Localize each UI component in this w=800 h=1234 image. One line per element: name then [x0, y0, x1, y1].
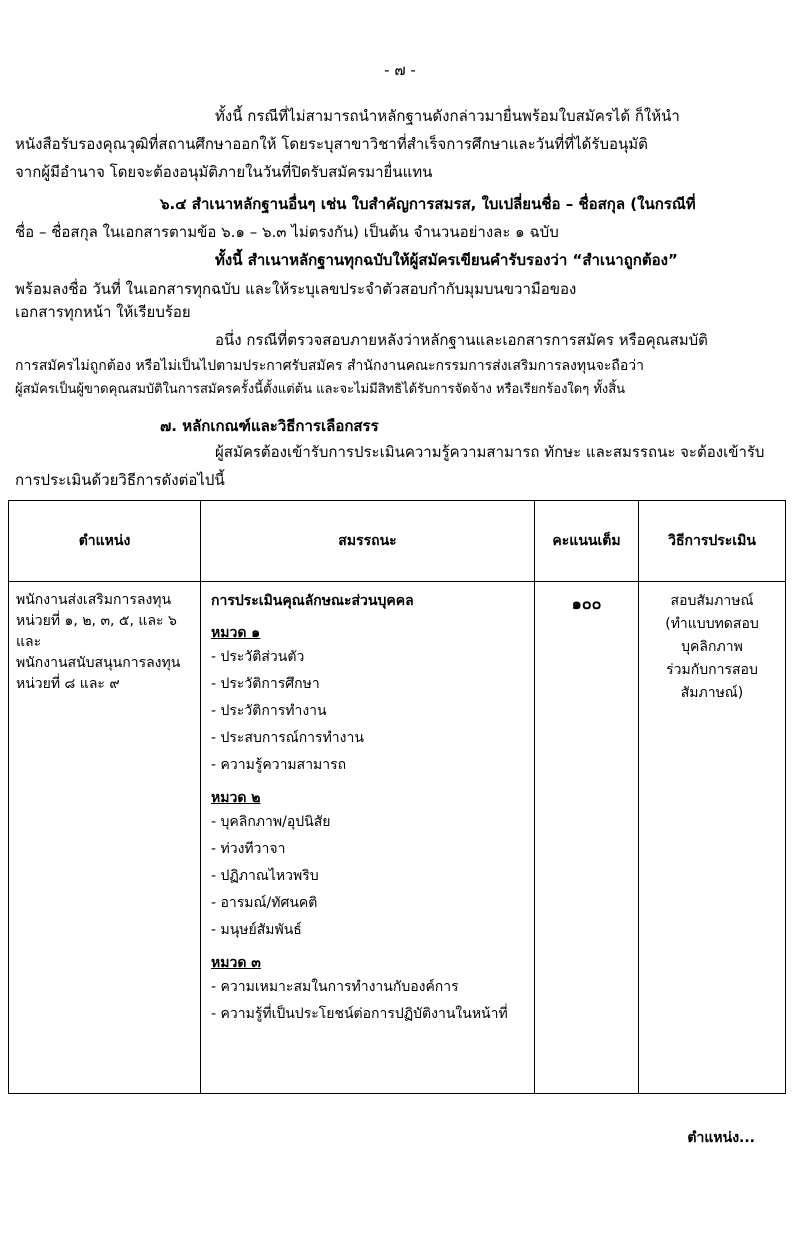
table-header-row: [9, 501, 786, 582]
table-row: [9, 582, 786, 1094]
position-line: หน่วยที่ ๘ และ ๙: [16, 676, 120, 692]
competency-item: - ความเหมาะสมในการทำงานกับองค์การ: [211, 979, 459, 995]
header-method: วิธีการประเมิน: [639, 501, 786, 582]
position-cell: [9, 582, 201, 1094]
paragraph-line: หนังสือรับรองคุณวุฒิที่สถานศึกษาออกให้ โดยระบุสาขาวิชาที่สำเร็จการศึกษาและวันที่ที่ได้รับอนุมัติ: [15, 135, 648, 153]
method-line: บุคลิกภาพ: [681, 639, 743, 655]
paragraph-line: เอกสารทุกหน้า ให้เรียบร้อย: [15, 303, 191, 321]
position-line: หน่วยที่ ๑, ๒, ๓, ๕, และ ๖: [16, 613, 177, 629]
method-line: (ทำแบบทดสอบ: [665, 616, 759, 632]
method-cell: [639, 582, 786, 1094]
header-position: ตำแหน่ง: [9, 501, 201, 582]
competency-item: - ประสบการณ์การทำงาน: [211, 730, 364, 746]
competency-item: - อารมณ์/ทัศนคติ: [211, 895, 318, 911]
method-line: ร่วมกับการสอบ: [666, 662, 758, 678]
continuation-marker: ตำแหน่ง...: [687, 1130, 755, 1146]
section-heading: ๗. หลักเกณฑ์และวิธีการเลือกสรร: [160, 417, 379, 435]
position-line: และ: [16, 634, 42, 650]
paragraph-line: ผู้สมัครเป็นผู้ขาดคุณสมบัติในการสมัครครั้งนี้ตั้งแต่ต้น และจะไม่มีสิทธิได้รับการจัดจ้าง หรือเรียกร้องใดๆ ทั้งสิ้น: [15, 382, 626, 397]
paragraph-line: พร้อมลงชื่อ วันที่ ในเอกสารทุกฉบับ และให้ระบุเลขประจำตัวสอบกำกับมุมบนขวามือของ: [15, 280, 577, 298]
group-title: หมวด ๑: [211, 625, 261, 641]
competency-item: - มนุษย์สัมพันธ์: [211, 922, 302, 938]
competency-item: - ประวัติการศึกษา: [211, 676, 320, 692]
group-title: หมวด ๒: [211, 790, 261, 806]
competency-title: การประเมินคุณลักษณะส่วนบุคคล: [211, 593, 414, 609]
method-line: สอบสัมภาษณ์: [670, 593, 754, 609]
section-intro: ผู้สมัครต้องเข้ารับการประเมินความรู้ความสามารถ ทักษะ และสมรรถนะ จะต้องเข้ารับ: [215, 443, 765, 461]
paragraph-line: ทั้งนี้ กรณีที่ไม่สามารถนำหลักฐานดังกล่าวมายื่นพร้อมใบสมัครได้ ก็ให้นำ: [215, 107, 680, 125]
section-intro: การประเมินด้วยวิธีการดังต่อไปนี้: [15, 471, 225, 489]
competency-item: - บุคลิกภาพ/อุปนิสัย: [211, 814, 331, 830]
paragraph-line: ทั้งนี้ สำเนาหลักฐานทุกฉบับให้ผู้สมัครเขียนคำรับรองว่า “สำเนาถูกต้อง”: [215, 251, 678, 269]
competency-item: - ท่วงทีวาจา: [211, 841, 286, 857]
paragraph-line: การสมัครไม่ถูกต้อง หรือไม่เป็นไปตามประกาศรับสมัคร สำนักงานคณะกรรมการส่งเสริมการลงทุนจะถือว่า: [15, 358, 645, 374]
page-number: - ๗ -: [384, 61, 416, 79]
full-score-value: ๑๐๐: [535, 582, 639, 1094]
competency-cell: [201, 582, 535, 1094]
paragraph-line: อนึ่ง กรณีที่ตรวจสอบภายหลังว่าหลักฐานและเอกสารการสมัคร หรือคุณสมบัติ: [215, 331, 708, 349]
competency-item: - ประวัติส่วนตัว: [211, 649, 305, 665]
header-full-score: คะแนนเต็ม: [535, 501, 639, 582]
method-line: สัมภาษณ์): [680, 685, 744, 701]
header-competency: สมรรถนะ: [201, 501, 535, 582]
paragraph-line: จากผู้มีอำนาจ โดยจะต้องอนุมัติภายในวันที่ปิดรับสมัครมายื่นแทน: [15, 163, 433, 181]
paragraph-line: ๖.๔ สำเนาหลักฐานอื่นๆ เช่น ใบสำคัญการสมรส, ใบเปลี่ยนชื่อ – ชื่อสกุล (ในกรณีที่: [160, 195, 696, 213]
assessment-table: [8, 500, 786, 1094]
competency-item: - ความรู้ที่เป็นประโยชน์ต่อการปฏิบัติงานในหน้าที่: [211, 1006, 508, 1022]
competency-item: - ความรู้ความสามารถ: [211, 757, 347, 773]
competency-item: - ปฏิภาณไหวพริบ: [211, 868, 319, 884]
group-title: หมวด ๓: [211, 955, 261, 971]
paragraph-line: ชื่อ – ชื่อสกุล ในเอกสารตามข้อ ๖.๑ – ๖.๓ ไม่ตรงกัน) เป็นต้น จำนวนอย่างละ ๑ ฉบับ: [15, 223, 559, 241]
position-line: พนักงานสนับสนุนการลงทุน: [16, 655, 181, 671]
position-line: พนักงานส่งเสริมการลงทุน: [16, 592, 172, 608]
competency-item: - ประวัติการทำงาน: [211, 703, 327, 719]
